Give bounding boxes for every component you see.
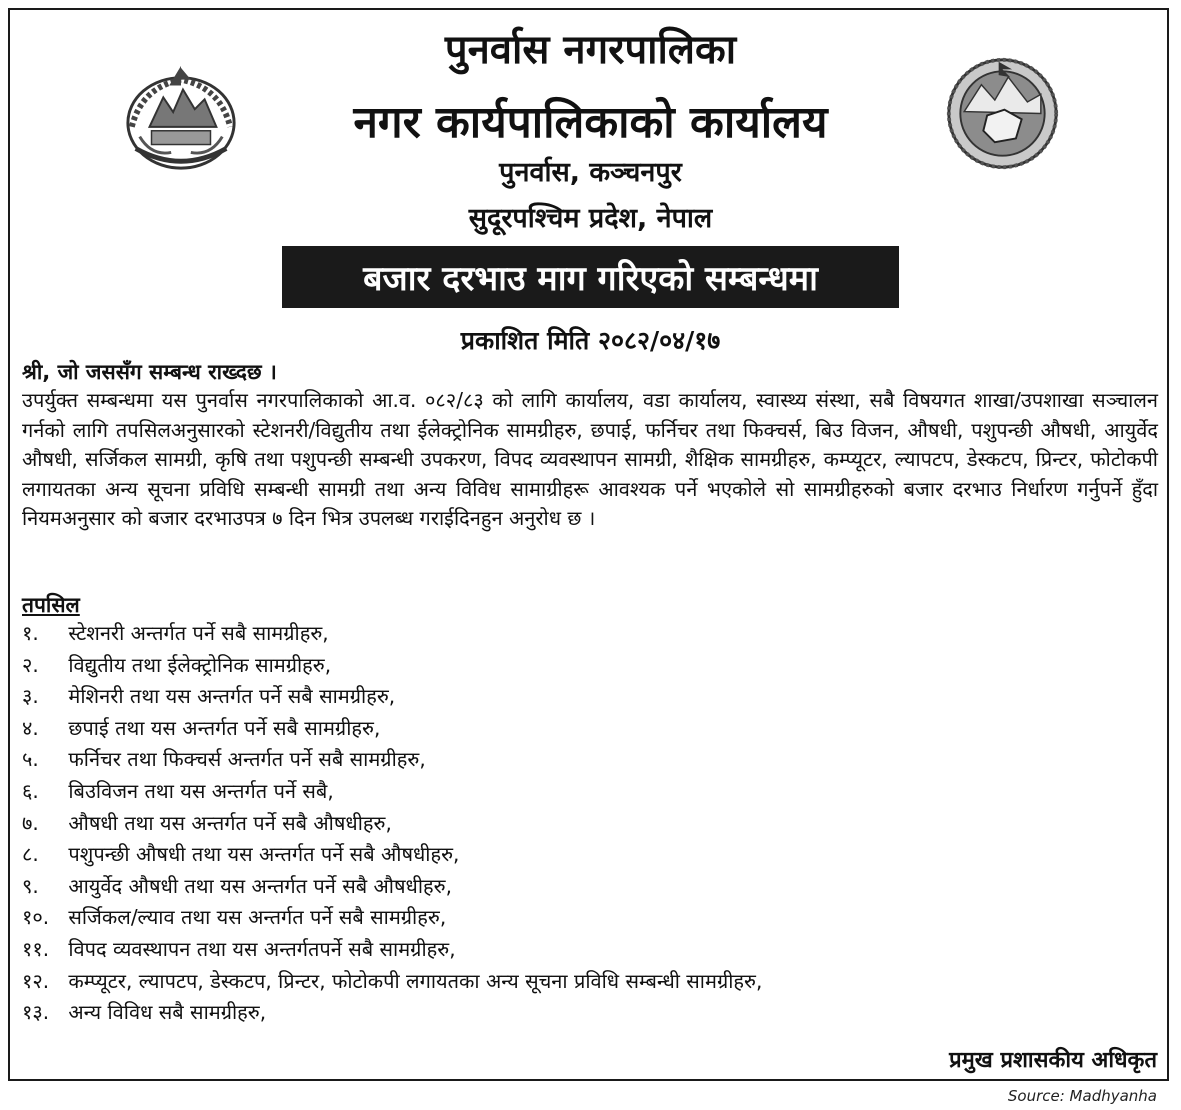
item-text: आयुर्वेद औषधी तथा यस अन्तर्गत पर्ने सबै औषधीहरु, (68, 873, 452, 898)
notice-title-banner (282, 246, 899, 308)
published-date: प्रकाशित मिति २०८२/०४/१७ (460, 326, 721, 355)
list-item (22, 871, 762, 903)
item-number: ११. (22, 936, 50, 961)
item-text: बिउविजन तथा यस अन्तर्गत पर्ने सबै, (68, 778, 334, 803)
item-text: विद्युतीय तथा ईलेक्ट्रोनिक सामग्रीहरु, (68, 652, 332, 677)
item-number: ५. (22, 747, 39, 772)
province-name: सुदूरपश्चिम प्रदेश, नेपाल (468, 203, 713, 234)
item-text: छपाई तथा यस अन्तर्गत पर्ने सबै सामग्रीहरु, (68, 715, 381, 740)
item-text: विपद व्यवस्थापन तथा यस अन्तर्गतपर्ने सबै सामग्रीहरु, (68, 936, 456, 961)
item-number: १०. (22, 905, 50, 930)
list-item (22, 650, 762, 682)
list-item (22, 966, 762, 998)
list-item (22, 934, 762, 966)
office-location: पुनर्वास, कञ्चनपुर (499, 157, 682, 188)
list-item (22, 776, 762, 808)
list-heading: तपसिल (22, 593, 80, 617)
office-name: नगर कार्यपालिकाको कार्यालय (353, 97, 828, 148)
item-number: ९. (22, 873, 39, 898)
item-text: औषधी तथा यस अन्तर्गत पर्ने सबै औषधीहरु, (68, 810, 392, 835)
item-text: पशुपन्छी औषधी तथा यस अन्तर्गत पर्ने सबै औषधीहरु, (68, 842, 460, 867)
list-item (22, 839, 762, 871)
list-item (22, 997, 762, 1029)
salutation: श्री, जो जससँग सम्बन्ध राख्दछ । (22, 360, 277, 384)
source-credit: Source: Madhyanha (1007, 1087, 1157, 1105)
item-text: फर्निचर तथा फिक्चर्स अन्तर्गत पर्ने सबै सामग्रीहरु, (68, 747, 426, 772)
items-list (22, 618, 762, 1029)
municipality-name: पुनर्वास नगरपालिका (444, 27, 737, 73)
item-text: स्टेशनरी अन्तर्गत पर्ने सबै सामग्रीहरु, (68, 621, 329, 645)
item-number: ८. (22, 842, 39, 867)
item-number: ४. (22, 715, 39, 740)
item-text: कम्प्यूटर, ल्यापटप, डेस्कटप, प्रिन्टर, फोटोकपी लगायतका अन्य सूचना प्रविधि सम्बन्धी सामग्रीहरु, (68, 968, 763, 993)
item-number: ३. (22, 684, 39, 709)
list-item (22, 618, 762, 650)
list-item (22, 713, 762, 745)
notice-title: बजार दरभाउ माग गरिएको सम्बन्धमा (363, 259, 818, 299)
list-item (22, 681, 762, 713)
notice-body: उपर्युक्त सम्बन्धमा यस पुनर्वास नगरपालिकाको आ.व. ०८२/८३ को लागि कार्यालय, वडा कार्यालय, स्वास्थ्य संस्था, सबै विषयगत शाखा/उपशाखा सञ्चालन गर्नको लागि तपसिलअनुसारको स्टेशनरी/विद्युतीय तथा ईलेक्ट्रोनिक सामग्रीहरु, छपाई, फर्निचर तथा फिक्चर्स, बिउ विजन, औषधी, पशुपन्छी औषधी, आयुर्वेद औषधी, सर्जिकल सामग्री, कृषि तथा पशुपन्छी सम्बन्धी उपकरण, विपद व्यवस्थापन सामग्री, शैक्षिक सामग्रीहरु, कम्प्यूटर, ल्यापटप, डेस्कटप, प्रिन्टर, फोटोकपी लगायतका अन्य सूचना प्रविधि सम्बन्धी सामग्री तथा अन्य विविध सामाग्रीहरू आवश्यक पर्ने भएकोले सो सामग्रीहरुको बजार दरभाउ निर्धारण गर्नुपर्ने हुँदा नियमअनुसार को बजार दरभाउपत्र ७ दिन भित्र उपलब्ध गराईदिनहुन अनुरोध छ । (22, 388, 1158, 531)
item-text: अन्य विविध सबै सामग्रीहरु, (68, 1000, 267, 1025)
item-number: १२. (22, 968, 50, 993)
list-item (22, 808, 762, 840)
list-item (22, 744, 762, 776)
item-text: सर्जिकल/ल्याव तथा यस अन्तर्गत पर्ने सबै सामग्रीहरु, (68, 905, 447, 930)
list-item (22, 902, 762, 934)
item-text: मेशिनरी तथा यस अन्तर्गत पर्ने सबै सामग्रीहरु, (68, 684, 396, 709)
item-number: १. (22, 621, 39, 645)
signatory-title: प्रमुख प्रशासकीय अधिकृत (949, 1048, 1157, 1073)
item-number: २. (22, 652, 39, 677)
item-number: ६. (22, 778, 39, 803)
item-number: ७. (22, 810, 39, 835)
item-number: १३. (22, 1000, 50, 1025)
